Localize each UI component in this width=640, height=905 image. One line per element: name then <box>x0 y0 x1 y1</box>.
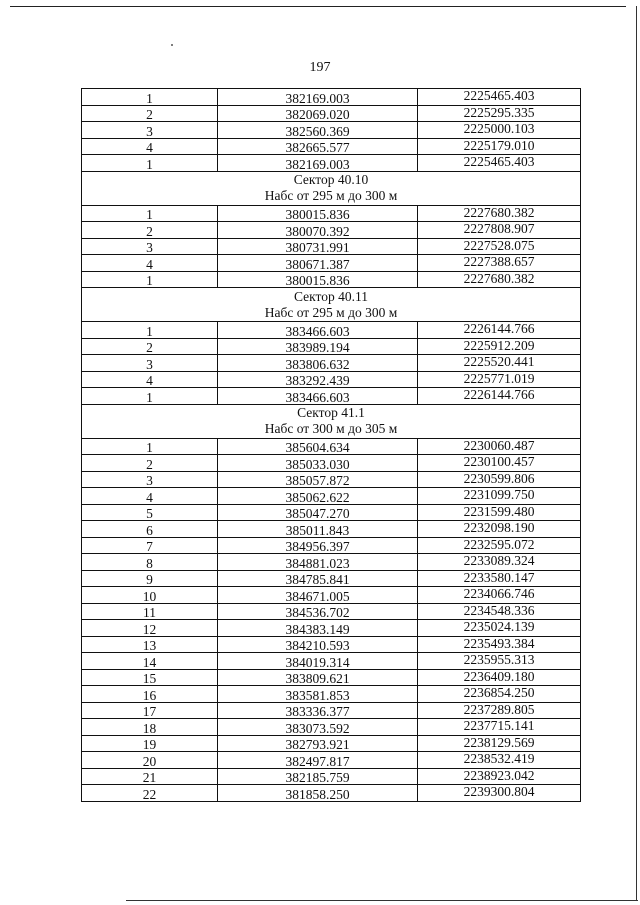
point-number-cell: 1 <box>82 271 218 288</box>
y-coordinate-cell: 2227808.907 <box>418 222 581 239</box>
scan-edge-bottom <box>126 900 638 901</box>
table-row <box>82 653 581 670</box>
point-number-cell: 6 <box>82 521 218 538</box>
x-coordinate-cell: 384785.841 <box>218 570 418 587</box>
table-row <box>82 89 581 106</box>
y-coordinate-cell: 2233580.147 <box>418 570 581 587</box>
x-coordinate-cell: 383581.853 <box>218 686 418 703</box>
y-coordinate-cell: 2227388.657 <box>418 255 581 272</box>
y-coordinate-cell: 2225771.019 <box>418 371 581 388</box>
table-row <box>82 752 581 769</box>
table-row <box>82 222 581 239</box>
x-coordinate-cell: 380070.392 <box>218 222 418 239</box>
y-coordinate-cell: 2225912.209 <box>418 338 581 355</box>
y-coordinate-cell: 2230060.487 <box>418 438 581 455</box>
table-row <box>82 205 581 222</box>
x-coordinate-cell: 382665.577 <box>218 138 418 155</box>
sector-depth-range: Набс от 295 м до 300 м <box>264 188 398 203</box>
coordinates-table <box>81 88 581 802</box>
table-row <box>82 371 581 388</box>
x-coordinate-cell: 380015.836 <box>218 271 418 288</box>
scan-edge-right <box>636 6 637 901</box>
table-row <box>82 271 581 288</box>
x-coordinate-cell: 385047.270 <box>218 504 418 521</box>
x-coordinate-cell: 385011.843 <box>218 521 418 538</box>
x-coordinate-cell: 385062.622 <box>218 488 418 505</box>
table-row <box>82 504 581 521</box>
x-coordinate-cell: 380015.836 <box>218 205 418 222</box>
y-coordinate-cell: 2225465.403 <box>418 155 581 172</box>
point-number-cell: 21 <box>82 768 218 785</box>
x-coordinate-cell: 382185.759 <box>218 768 418 785</box>
table-row <box>82 322 581 339</box>
point-number-cell: 4 <box>82 138 218 155</box>
point-number-cell: 3 <box>82 471 218 488</box>
y-coordinate-cell: 2235024.139 <box>418 620 581 637</box>
table-row <box>82 702 581 719</box>
y-coordinate-cell: 2230599.806 <box>418 471 581 488</box>
point-number-cell: 14 <box>82 653 218 670</box>
point-number-cell: 3 <box>82 122 218 139</box>
point-number-cell: 1 <box>82 322 218 339</box>
y-coordinate-cell: 2237715.141 <box>418 719 581 736</box>
sector-header-row <box>82 288 581 322</box>
x-coordinate-cell: 383809.621 <box>218 669 418 686</box>
point-number-cell: 13 <box>82 636 218 653</box>
point-number-cell: 18 <box>82 719 218 736</box>
point-number-cell: 12 <box>82 620 218 637</box>
y-coordinate-cell: 2236409.180 <box>418 669 581 686</box>
point-number-cell: 2 <box>82 338 218 355</box>
point-number-cell: 5 <box>82 504 218 521</box>
x-coordinate-cell: 383336.377 <box>218 702 418 719</box>
y-coordinate-cell: 2233089.324 <box>418 554 581 571</box>
sector-header-cell <box>82 288 581 322</box>
point-number-cell: 1 <box>82 155 218 172</box>
y-coordinate-cell: 2225465.403 <box>418 89 581 106</box>
point-number-cell: 4 <box>82 371 218 388</box>
x-coordinate-cell: 384019.314 <box>218 653 418 670</box>
table-row <box>82 620 581 637</box>
table-row <box>82 521 581 538</box>
y-coordinate-cell: 2231099.750 <box>418 488 581 505</box>
y-coordinate-cell: 2238923.042 <box>418 768 581 785</box>
table-row <box>82 587 581 604</box>
table-row <box>82 238 581 255</box>
table-row <box>82 554 581 571</box>
table-row <box>82 785 581 802</box>
point-number-cell: 10 <box>82 587 218 604</box>
x-coordinate-cell: 382169.003 <box>218 155 418 172</box>
table-row <box>82 138 581 155</box>
table-row <box>82 488 581 505</box>
x-coordinate-cell: 382169.003 <box>218 89 418 106</box>
y-coordinate-cell: 2234066.746 <box>418 587 581 604</box>
y-coordinate-cell: 2230100.457 <box>418 455 581 472</box>
sector-header-cell <box>82 171 581 205</box>
y-coordinate-cell: 2238129.569 <box>418 735 581 752</box>
point-number-cell: 4 <box>82 488 218 505</box>
sector-header-cell <box>82 404 581 438</box>
x-coordinate-cell: 385604.634 <box>218 438 418 455</box>
y-coordinate-cell: 2232595.072 <box>418 537 581 554</box>
x-coordinate-cell: 380671.387 <box>218 255 418 272</box>
point-number-cell: 2 <box>82 105 218 122</box>
point-number-cell: 1 <box>82 438 218 455</box>
table-row <box>82 355 581 372</box>
x-coordinate-cell: 383073.592 <box>218 719 418 736</box>
table-row <box>82 155 581 172</box>
table-row <box>82 438 581 455</box>
x-coordinate-cell: 381858.250 <box>218 785 418 802</box>
point-number-cell: 3 <box>82 355 218 372</box>
sector-header-row <box>82 404 581 438</box>
point-number-cell: 1 <box>82 205 218 222</box>
y-coordinate-cell: 2225295.335 <box>418 105 581 122</box>
sector-depth-range: Набс от 295 м до 300 м <box>264 304 398 320</box>
y-coordinate-cell: 2237289.805 <box>418 702 581 719</box>
y-coordinate-cell: 2225520.441 <box>418 355 581 372</box>
x-coordinate-cell: 382793.921 <box>218 735 418 752</box>
x-coordinate-cell: 383466.603 <box>218 322 418 339</box>
y-coordinate-cell: 2238532.419 <box>418 752 581 769</box>
table-row <box>82 455 581 472</box>
table-row <box>82 719 581 736</box>
y-coordinate-cell: 2225179.010 <box>418 138 581 155</box>
y-coordinate-cell: 2232098.190 <box>418 521 581 538</box>
x-coordinate-cell: 385057.872 <box>218 471 418 488</box>
point-number-cell: 1 <box>82 388 218 405</box>
table-row <box>82 338 581 355</box>
point-number-cell: 7 <box>82 537 218 554</box>
table-row <box>82 686 581 703</box>
y-coordinate-cell: 2226144.766 <box>418 322 581 339</box>
point-number-cell: 22 <box>82 785 218 802</box>
sector-title: Сектор 40.10 <box>293 172 369 187</box>
table-row <box>82 537 581 554</box>
x-coordinate-cell: 384671.005 <box>218 587 418 604</box>
sector-depth-range: Набс от 300 м до 305 м <box>264 421 398 436</box>
point-number-cell: 20 <box>82 752 218 769</box>
scan-edge-top <box>10 6 626 7</box>
y-coordinate-cell: 2225000.103 <box>418 122 581 139</box>
sector-title: Сектор 41.1 <box>297 405 365 420</box>
y-coordinate-cell: 2235493.384 <box>418 636 581 653</box>
table-row <box>82 570 581 587</box>
y-coordinate-cell: 2235955.313 <box>418 653 581 670</box>
point-number-cell: 15 <box>82 669 218 686</box>
table-row <box>82 735 581 752</box>
coordinates-table-body <box>82 89 581 802</box>
x-coordinate-cell: 383466.603 <box>218 388 418 405</box>
y-coordinate-cell: 2227680.382 <box>418 205 581 222</box>
point-number-cell: 9 <box>82 570 218 587</box>
point-number-cell: 11 <box>82 603 218 620</box>
x-coordinate-cell: 382560.369 <box>218 122 418 139</box>
table-row <box>82 768 581 785</box>
x-coordinate-cell: 382497.817 <box>218 752 418 769</box>
point-number-cell: 17 <box>82 702 218 719</box>
y-coordinate-cell: 2236854.250 <box>418 686 581 703</box>
sector-title: Сектор 40.11 <box>293 288 368 304</box>
point-number-cell: 8 <box>82 554 218 571</box>
point-number-cell: 3 <box>82 238 218 255</box>
sector-header-row <box>82 171 581 205</box>
point-number-cell: 16 <box>82 686 218 703</box>
x-coordinate-cell: 380731.991 <box>218 238 418 255</box>
point-number-cell: 1 <box>82 89 218 106</box>
x-coordinate-cell: 384210.593 <box>218 636 418 653</box>
x-coordinate-cell: 384383.149 <box>218 620 418 637</box>
page-number: 197 <box>309 60 331 75</box>
point-number-cell: 4 <box>82 255 218 272</box>
y-coordinate-cell: 2234548.336 <box>418 603 581 620</box>
x-coordinate-cell: 384956.397 <box>218 537 418 554</box>
scan-speck <box>171 44 173 46</box>
x-coordinate-cell: 385033.030 <box>218 455 418 472</box>
point-number-cell: 2 <box>82 222 218 239</box>
y-coordinate-cell: 2239300.804 <box>418 785 581 802</box>
x-coordinate-cell: 382069.020 <box>218 105 418 122</box>
table-row <box>82 388 581 405</box>
point-number-cell: 2 <box>82 455 218 472</box>
x-coordinate-cell: 383989.194 <box>218 338 418 355</box>
table-row <box>82 471 581 488</box>
table-row <box>82 255 581 272</box>
y-coordinate-cell: 2227680.382 <box>418 271 581 288</box>
x-coordinate-cell: 383292.439 <box>218 371 418 388</box>
y-coordinate-cell: 2226144.766 <box>418 388 581 405</box>
y-coordinate-cell: 2231599.480 <box>418 504 581 521</box>
x-coordinate-cell: 384536.702 <box>218 603 418 620</box>
table-row <box>82 636 581 653</box>
x-coordinate-cell: 384881.023 <box>218 554 418 571</box>
table-row <box>82 122 581 139</box>
table-row <box>82 669 581 686</box>
table-row <box>82 105 581 122</box>
x-coordinate-cell: 383806.632 <box>218 355 418 372</box>
point-number-cell: 19 <box>82 735 218 752</box>
table-row <box>82 603 581 620</box>
y-coordinate-cell: 2227528.075 <box>418 238 581 255</box>
